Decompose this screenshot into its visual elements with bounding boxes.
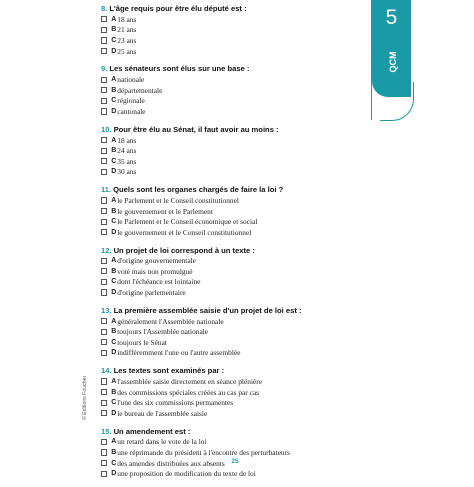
question-10 xyxy=(101,125,386,177)
question-text: Quels sont les organes chargés de faire la loi ? xyxy=(113,185,284,195)
option-letter: D xyxy=(111,289,117,297)
question-13 xyxy=(101,306,386,358)
answer-option[interactable] xyxy=(101,25,386,36)
option-letter: A xyxy=(111,378,117,386)
option-text: 18 ans xyxy=(117,135,137,145)
question-number: 12. xyxy=(101,245,112,255)
checkbox[interactable] xyxy=(101,439,107,445)
option-letter: B xyxy=(111,86,117,94)
question-12 xyxy=(101,246,386,298)
checkbox[interactable] xyxy=(101,148,107,154)
question-text: La première assemblée saisie d'un projet de loi est : xyxy=(113,305,302,315)
option-letter: D xyxy=(111,470,117,478)
checkbox[interactable] xyxy=(101,378,107,384)
copyright-notice: © Éditions Foucher xyxy=(82,375,88,420)
option-text: le gouvernement et le Parlement xyxy=(117,206,213,216)
page-number: 25 xyxy=(231,458,239,465)
option-letter: D xyxy=(111,349,117,357)
answer-option[interactable] xyxy=(101,145,386,156)
answer-option[interactable] xyxy=(101,287,386,298)
checkbox[interactable] xyxy=(101,98,107,104)
checkbox[interactable] xyxy=(101,77,107,83)
option-letter: A xyxy=(111,15,117,23)
checkbox[interactable] xyxy=(101,400,107,406)
checkbox[interactable] xyxy=(101,169,107,175)
option-letter: D xyxy=(111,409,117,417)
option-letter: D xyxy=(111,107,117,115)
option-text: 24 ans xyxy=(117,146,137,156)
question-15 xyxy=(101,427,386,479)
checkbox[interactable] xyxy=(101,268,107,274)
option-letter: A xyxy=(111,76,117,84)
question-heading xyxy=(101,246,386,256)
checkbox[interactable] xyxy=(101,219,107,225)
answer-option[interactable] xyxy=(101,348,386,359)
answer-option[interactable] xyxy=(101,227,386,238)
checkbox[interactable] xyxy=(101,27,107,33)
question-14 xyxy=(101,366,386,418)
option-text: 25 ans xyxy=(117,46,137,56)
option-letter: C xyxy=(111,157,117,165)
checkbox[interactable] xyxy=(101,229,107,235)
question-heading xyxy=(101,427,386,437)
checkbox[interactable] xyxy=(101,208,107,214)
question-number: 8. xyxy=(101,4,108,13)
option-text: toujours le Sénat xyxy=(117,337,167,347)
option-letter: D xyxy=(111,168,117,176)
answer-option[interactable] xyxy=(101,447,386,458)
chapter-number: 5 xyxy=(385,6,398,29)
chapter-label: QCM xyxy=(388,51,398,73)
checkbox[interactable] xyxy=(101,197,107,203)
option-letter: C xyxy=(111,278,117,286)
question-text: Pour être élu au Sénat, il faut avoir au moins : xyxy=(113,124,279,134)
answer-option[interactable] xyxy=(101,316,386,327)
question-heading xyxy=(101,125,386,135)
option-text: 23 ans xyxy=(117,35,137,45)
option-text: des amendes distribuées aux absents xyxy=(117,458,225,468)
checkbox[interactable] xyxy=(101,16,107,22)
option-letter: A xyxy=(111,257,117,265)
option-text: le bureau de l'assemblée saisie xyxy=(117,408,208,418)
answer-option[interactable] xyxy=(101,387,386,398)
option-text: toujours l'Assemblée nationale xyxy=(117,327,209,337)
option-letter: C xyxy=(111,218,117,226)
option-text: départementale xyxy=(117,85,163,95)
option-text: généralement l'Assemblée nationale xyxy=(117,316,224,326)
question-heading xyxy=(101,64,386,74)
checkbox[interactable] xyxy=(101,279,107,285)
option-letter: A xyxy=(111,317,117,325)
answer-option[interactable] xyxy=(101,96,386,107)
option-letter: C xyxy=(111,399,117,407)
answer-option[interactable] xyxy=(101,195,386,206)
option-letter: A xyxy=(111,196,117,204)
option-text: le Parlement et le Conseil constitutionnel xyxy=(117,195,239,205)
option-text: dont l'échéance est lointaine xyxy=(117,277,201,287)
answer-option[interactable] xyxy=(101,106,386,117)
option-text: régionale xyxy=(117,96,145,106)
answer-option[interactable] xyxy=(101,46,386,57)
option-letter: B xyxy=(111,449,117,457)
question-text: Les sénateurs sont élus sur une base : xyxy=(109,64,250,74)
option-letter: B xyxy=(111,388,117,396)
option-text: d'origine gouvernementale xyxy=(117,256,196,266)
answer-option[interactable] xyxy=(101,85,386,96)
option-letter: B xyxy=(111,207,117,215)
option-text: une réprimande du président à l'encontre des perturbateurs xyxy=(117,448,290,458)
option-text: voté mais non promulgué xyxy=(117,266,193,276)
question-number: 11. xyxy=(101,185,112,195)
option-text: un retard dans le vote de la loi xyxy=(117,437,207,447)
checkbox[interactable] xyxy=(101,460,107,466)
checkbox[interactable] xyxy=(101,37,107,43)
option-letter: B xyxy=(111,147,117,155)
checkbox[interactable] xyxy=(101,158,107,164)
checkbox[interactable] xyxy=(101,389,107,395)
answer-option[interactable] xyxy=(101,156,386,167)
checkbox[interactable] xyxy=(101,410,107,416)
option-letter: C xyxy=(111,459,117,467)
answer-option[interactable] xyxy=(101,337,386,348)
option-letter: B xyxy=(111,26,117,34)
checkbox[interactable] xyxy=(101,318,107,324)
option-text: cantonale xyxy=(117,106,146,116)
question-heading xyxy=(101,185,386,195)
question-text: Les textes sont examinés par : xyxy=(113,366,225,376)
answer-option[interactable] xyxy=(101,206,386,217)
checkbox[interactable] xyxy=(101,108,107,114)
option-text: 30 ans xyxy=(117,167,137,177)
checkbox[interactable] xyxy=(101,329,107,335)
answer-option[interactable] xyxy=(101,256,386,267)
answer-option[interactable] xyxy=(101,74,386,85)
checkbox[interactable] xyxy=(101,48,107,54)
answer-option[interactable] xyxy=(101,216,386,227)
chapter-tab-curve xyxy=(380,82,414,121)
answer-option[interactable] xyxy=(101,376,386,387)
answer-option[interactable] xyxy=(101,408,386,419)
answer-option[interactable] xyxy=(101,266,386,277)
question-heading xyxy=(101,4,386,14)
option-letter: A xyxy=(111,438,117,446)
checkbox[interactable] xyxy=(101,87,107,93)
question-number: 10. xyxy=(101,124,112,134)
question-11 xyxy=(101,185,386,237)
option-letter: C xyxy=(111,338,117,346)
question-heading xyxy=(101,366,386,376)
checkbox[interactable] xyxy=(101,258,107,264)
checkbox[interactable] xyxy=(101,137,107,143)
option-text: une proposition de modification du texte de loi xyxy=(117,469,256,479)
option-text: d'origine parlementaire xyxy=(117,288,186,298)
question-number: 9. xyxy=(101,64,108,74)
question-8 xyxy=(101,4,386,56)
option-letter: C xyxy=(111,97,117,105)
question-number: 13. xyxy=(101,305,112,315)
option-text: 18 ans xyxy=(117,14,137,24)
option-text: indifféremment l'une ou l'autre assemblée xyxy=(117,348,241,358)
question-list xyxy=(101,4,386,487)
option-letter: D xyxy=(111,47,117,55)
question-text: Un amendement est : xyxy=(113,426,191,436)
answer-option[interactable] xyxy=(101,397,386,408)
answer-option[interactable] xyxy=(101,14,386,25)
option-text: l'une des six commissions permanentes xyxy=(117,398,234,408)
option-letter: B xyxy=(111,267,117,275)
answer-option[interactable] xyxy=(101,277,386,288)
answer-option[interactable] xyxy=(101,437,386,448)
checkbox[interactable] xyxy=(101,289,107,295)
option-text: des commissions spéciales créées au cas par cas xyxy=(117,387,260,397)
question-text: Un projet de loi correspond à un texte : xyxy=(113,245,255,255)
option-text: 35 ans xyxy=(117,156,137,166)
checkbox[interactable] xyxy=(101,350,107,356)
answer-option[interactable] xyxy=(101,326,386,337)
checkbox[interactable] xyxy=(101,449,107,455)
option-text: nationale xyxy=(117,75,145,85)
answer-option[interactable] xyxy=(101,135,386,146)
question-number: 14. xyxy=(101,366,112,376)
answer-option[interactable] xyxy=(101,167,386,178)
option-letter: A xyxy=(111,136,117,144)
question-9 xyxy=(101,64,386,116)
question-text: L'âge requis pour être élu député est : xyxy=(109,4,247,13)
option-text: le gouvernement et le Conseil constitutionnel xyxy=(117,227,252,237)
option-letter: B xyxy=(111,328,117,336)
question-heading xyxy=(101,306,386,316)
question-number: 15. xyxy=(101,426,112,436)
option-letter: C xyxy=(111,36,117,44)
option-text: 21 ans xyxy=(117,25,137,35)
option-text: l'assemblée saisie directement en séance plénière xyxy=(117,377,263,387)
option-letter: D xyxy=(111,228,117,236)
option-text: le Parlement et le Conseil économique et social xyxy=(117,217,258,227)
answer-option[interactable] xyxy=(101,35,386,46)
checkbox[interactable] xyxy=(101,339,107,345)
